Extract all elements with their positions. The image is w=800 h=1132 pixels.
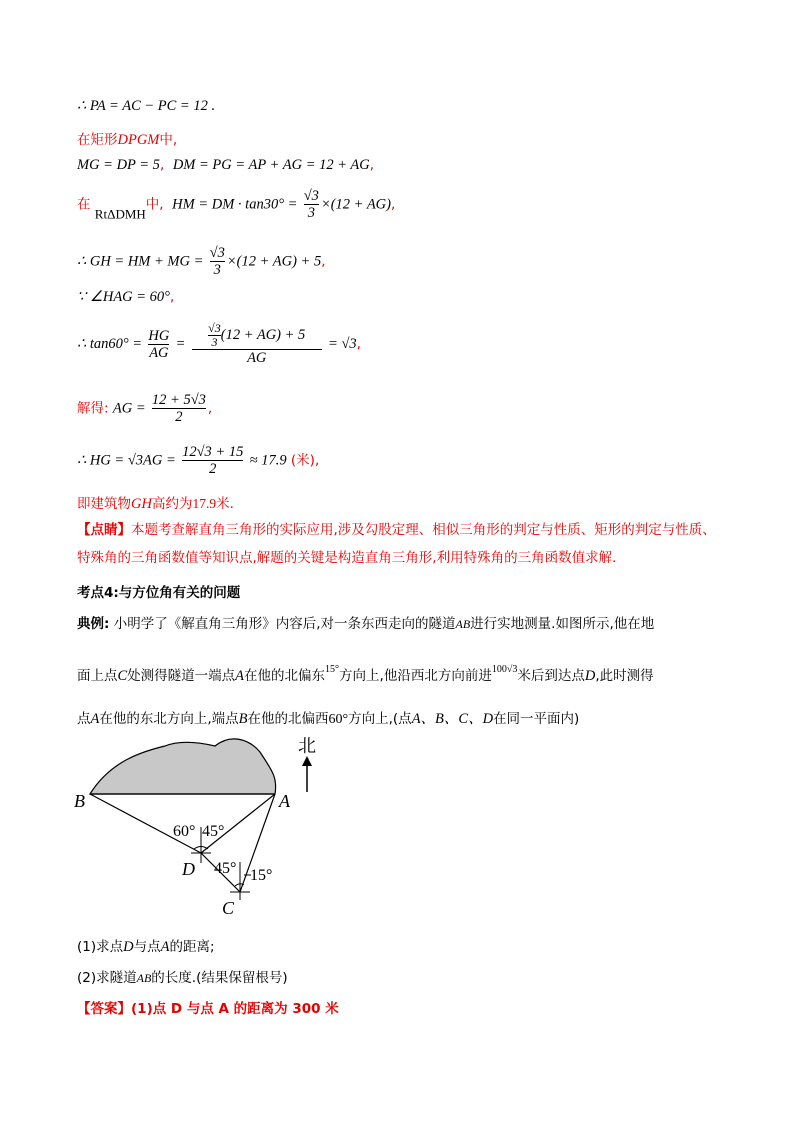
- equation: DM = PG = AP + AG = 12 + AG: [172, 157, 370, 173]
- text: 小明学了《解直角三角形》内容后,对一条东西走向的隧道: [113, 616, 456, 632]
- equation: ×(12 + AG) + 5: [226, 253, 322, 270]
- solution-line-9: [77, 444, 319, 477]
- text: 面上点: [77, 668, 118, 684]
- text: 米后到达点: [517, 668, 585, 684]
- unit: (米): [290, 452, 315, 469]
- label-d: D: [182, 859, 195, 879]
- punct: ,: [159, 157, 165, 173]
- equation: ∴ GH = HM + MG =: [77, 253, 204, 270]
- den: 2: [152, 408, 206, 425]
- math-ab: AB: [136, 971, 152, 985]
- point-c: C: [117, 668, 128, 684]
- den: 2: [182, 460, 243, 477]
- fraction: [304, 188, 319, 221]
- point-a: A: [235, 668, 245, 684]
- text: 与点: [133, 939, 161, 955]
- text: 高约为: [151, 496, 193, 512]
- label-angle-60: 60°: [173, 823, 196, 840]
- point-d: D: [123, 939, 134, 955]
- comment-paragraph: [77, 516, 727, 572]
- distance: 100√3: [491, 664, 518, 675]
- text: 方向上,(点: [348, 711, 412, 727]
- compound-fraction: [192, 322, 322, 366]
- text: 方向上,他沿西北方向前进: [339, 668, 492, 684]
- num: 12√3 + 15: [182, 444, 244, 460]
- text: 米.: [216, 496, 234, 512]
- label-angle-15: 15°: [250, 867, 273, 884]
- solution-line-2: [77, 128, 177, 149]
- den: AG: [149, 344, 169, 361]
- point-a: A: [90, 711, 100, 727]
- equation: ∴ HG = √3AG =: [77, 452, 176, 469]
- tunnel-hill: [90, 739, 276, 794]
- equation: ∴ PA = AC − PC = 12 .: [77, 98, 216, 114]
- comment-tag: 【点睛】: [77, 522, 131, 538]
- den: AG: [192, 349, 322, 366]
- inner-den: 3: [208, 335, 221, 349]
- label-angle-45b: 45°: [214, 860, 237, 877]
- label-b: B: [74, 791, 85, 811]
- solution-line-6: [77, 289, 174, 306]
- question-1: [77, 935, 215, 956]
- angle-60: 60°: [328, 712, 349, 727]
- text: 在矩形: [77, 132, 118, 148]
- question-2: [77, 966, 288, 986]
- text: 点: [77, 711, 91, 727]
- text: 进行实地测量.如图所示,他在地: [470, 616, 655, 632]
- text: 在他的东北方向上,端点: [99, 711, 239, 727]
- punct: ,: [390, 196, 396, 213]
- equation: AG =: [112, 400, 146, 417]
- fraction: [210, 245, 225, 278]
- solution-line-5: [77, 245, 326, 278]
- solution-line-4: [77, 188, 395, 223]
- north-label: 北: [298, 736, 316, 757]
- punct: ,: [169, 289, 175, 305]
- math-triangle: RtΔDMH: [94, 206, 146, 222]
- comment-text: 本题考查解直角三角形的实际应用,涉及勾股定理、相似三角形的判定与性质、矩形的判定与性质、特殊角的三角函数值等知识点,解题的关键是构造直角三角形,利用特殊角的三角函数值求解.: [77, 522, 716, 566]
- label-a: A: [279, 791, 290, 811]
- example-tag: 典例:: [77, 616, 110, 632]
- math-rect: DPGM: [117, 132, 160, 148]
- punct: ,: [369, 157, 375, 173]
- equation: ∵ ∠HAG = 60°: [77, 289, 170, 305]
- example-line-2: [77, 664, 654, 685]
- solution-line-7: [77, 322, 361, 366]
- value: 17.9: [192, 496, 217, 511]
- num: [192, 322, 322, 349]
- solution-line-8: [77, 392, 212, 425]
- solution-line-10: [77, 492, 234, 513]
- num: √3: [209, 245, 225, 261]
- text: 处测得隧道一端点: [127, 668, 236, 684]
- equation: ∴ tan60° =: [77, 336, 143, 352]
- label-c: C: [222, 898, 235, 918]
- text: 解得:: [77, 400, 109, 417]
- text: 在同一平面内): [493, 711, 580, 727]
- point-d: D: [584, 668, 596, 684]
- section-title: 考点4:与方位角有关的问题: [77, 585, 241, 601]
- answer-line: [77, 997, 339, 1017]
- fraction: [182, 444, 243, 477]
- point-a: A: [160, 939, 170, 955]
- north-arrow-head: [302, 756, 312, 766]
- answer-text: (1)点 D 与点 A 的距离为 300 米: [131, 1001, 339, 1017]
- solution-line-3: [77, 157, 374, 174]
- num: √3: [303, 188, 319, 204]
- text: 在他的北偏东: [244, 668, 326, 684]
- equation: = √3: [328, 336, 357, 352]
- point-b: B: [238, 711, 248, 727]
- text: 中,: [145, 196, 164, 213]
- geometry-figure: [70, 732, 330, 922]
- text: (2)求隧道: [77, 970, 137, 986]
- points: A、B、C、D: [411, 711, 494, 727]
- equation: HM = DM · tan30° =: [172, 196, 298, 213]
- text: 在: [77, 196, 91, 213]
- example-line-3: [77, 707, 579, 728]
- equation: ×(12 + AG): [320, 196, 391, 213]
- equation: =: [175, 336, 186, 352]
- equation: ≈ 17.9: [249, 452, 287, 469]
- text: 在他的北偏西: [247, 711, 329, 727]
- punct: ,: [207, 400, 213, 417]
- solution-line-1: [77, 98, 215, 115]
- text: 的距离;: [169, 939, 215, 955]
- den: 3: [210, 261, 225, 278]
- example-line-1: [77, 612, 654, 632]
- text: 中,: [159, 132, 178, 148]
- punct: ,: [356, 336, 361, 352]
- text: 的长度.(结果保留根号): [151, 970, 288, 986]
- math-ab: AB: [455, 617, 471, 631]
- angle-15: 15°: [325, 664, 340, 675]
- text: 即建筑物: [77, 496, 131, 512]
- math-gh: GH: [131, 496, 152, 512]
- den: 3: [304, 204, 319, 221]
- punct: ,: [314, 452, 320, 469]
- answer-tag: 【答案】: [77, 1001, 131, 1017]
- num: 12 + 5√3: [151, 392, 206, 408]
- inner-num: √3: [208, 321, 221, 335]
- text: (1)求点: [77, 939, 124, 955]
- label-angle-45a: 45°: [202, 823, 225, 840]
- equation: MG = DP = 5: [77, 157, 160, 173]
- inner-tail: (12 + AG) + 5: [220, 326, 306, 343]
- punct: ,: [321, 253, 326, 270]
- fraction: [148, 328, 169, 361]
- num: HG: [148, 327, 170, 344]
- fraction: [152, 392, 206, 425]
- text: ,此时测得: [595, 668, 654, 684]
